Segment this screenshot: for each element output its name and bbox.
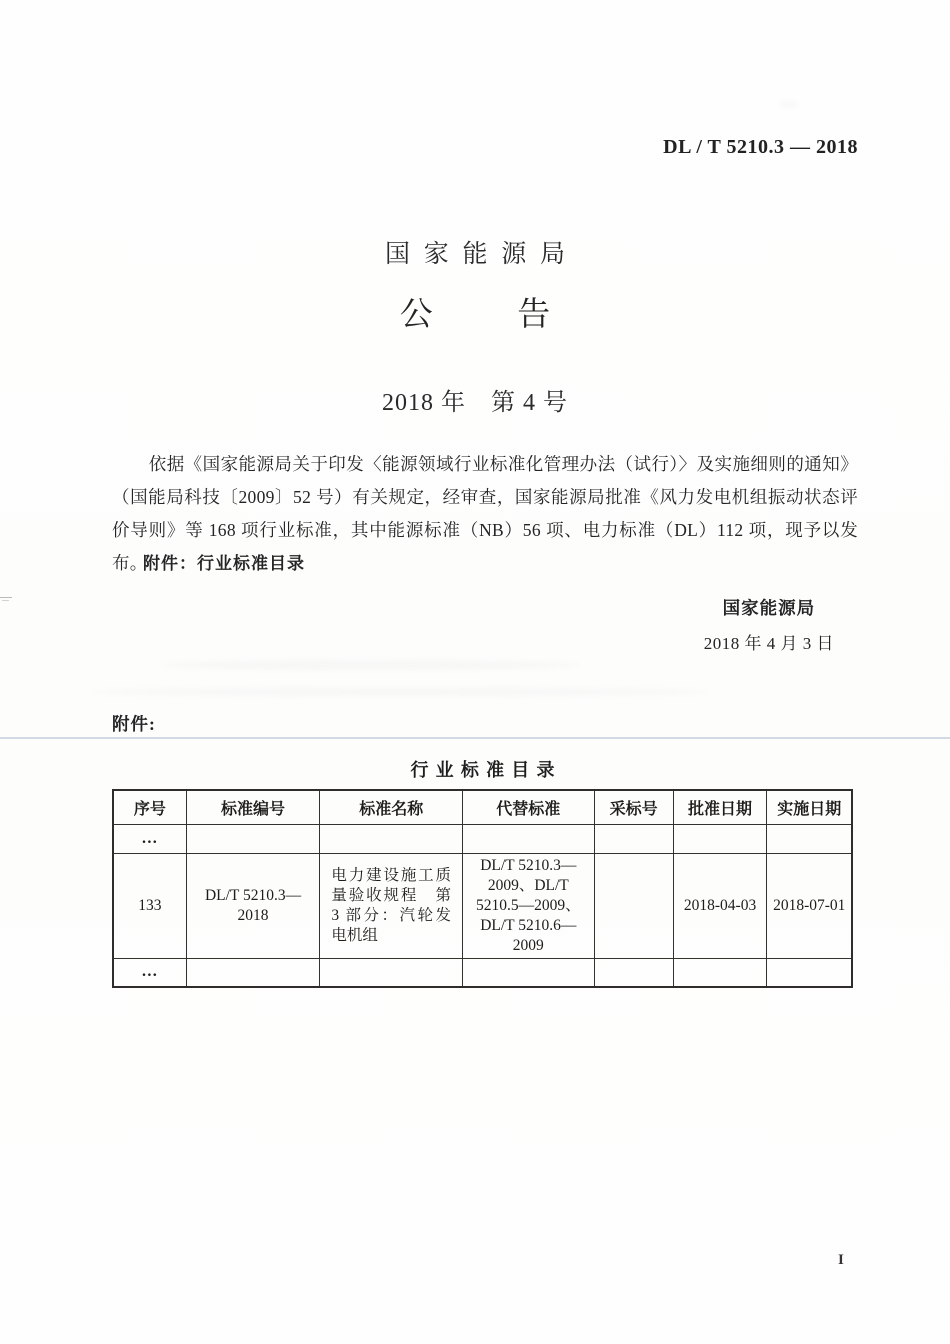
cell-replaced [463,958,595,987]
cell-approved [673,958,767,987]
standards-table-container [112,789,853,988]
table-row-ellipsis-bottom [113,958,852,987]
cell-adopt [594,853,673,958]
issuing-org-title: 国家能源局 [384,241,579,268]
signature-org: 国家能源局 [722,598,816,618]
announcement-body-paragraph: 依据《国家能源局关于印发〈能源领域行业标准化管理办法（试行）〉及实施细则的通知》（国能局科技〔2009〕52 号）有关规定，经审查，国家能源局批准《风力发电机组振动状态评价导则》等 168 项行业标准，其中能源标准（NB）56 项、电力标准（DL）112 项，现予以发布。 [112,454,858,573]
cell-approved: 2018-04-03 [673,853,767,958]
cell-replaced: DL/T 5210.3—2009、DL/T 5210.5—2009、DL/T 5210.6—2009 [463,853,595,958]
table-row-standard-133 [113,853,852,958]
scan-smudge [160,660,580,670]
cell-implemented [767,958,852,987]
signature-date: 2018 年 4 月 3 日 [703,634,834,653]
cell-code [186,824,320,853]
cell-replaced [463,824,595,853]
cell-adopt [594,958,673,987]
scan-edge-artifact [0,597,12,598]
attachment-note-line: 附件：行业标准目录 [143,554,305,573]
page-number: I [838,1252,844,1268]
cell-name: 电力建设施工质量验收规程 第 3 部分：汽轮发电机组 [320,853,463,958]
cell-adopt [594,824,673,853]
header-implementation-date: 实施日期 [767,790,852,824]
header-seq: 序号 [113,790,186,824]
issue-number-line: 2018 年 第 4 号 [382,390,568,416]
signature-block [704,595,834,654]
cell-code: DL/T 5210.3—2018 [186,853,320,958]
scan-fold-line [0,737,950,739]
standards-table [112,789,853,988]
cell-implemented [767,824,852,853]
cell-code [186,958,320,987]
cell-implemented: 2018-07-01 [767,853,852,958]
announcement-title-char-1: 公 [399,297,433,333]
standard-doc-number: DL / T 5210.3 — 2018 [663,136,858,158]
cell-seq: … [113,958,186,987]
header-approval-date: 批准日期 [673,790,767,824]
scan-edge-artifact [2,600,9,601]
header-standard-code: 标准编号 [186,790,320,824]
cell-seq: 133 [113,853,186,958]
cell-approved [673,824,767,853]
table-header-row [113,790,852,824]
scan-smudge [90,688,710,696]
scan-smudge [780,102,798,107]
cell-name [320,958,463,987]
announcement-title [0,288,950,335]
cell-name [320,824,463,853]
cell-seq: … [113,824,186,853]
table-title: 行业标准目录 [410,760,562,780]
announcement-title-char-2: 告 [517,297,551,333]
attachment-section-label: 附件: [112,714,156,734]
header-adoption-code: 采标号 [594,790,673,824]
table-row-ellipsis-top [113,824,852,853]
header-standard-name: 标准名称 [320,790,463,824]
header-replaced-standard: 代替标准 [463,790,595,824]
